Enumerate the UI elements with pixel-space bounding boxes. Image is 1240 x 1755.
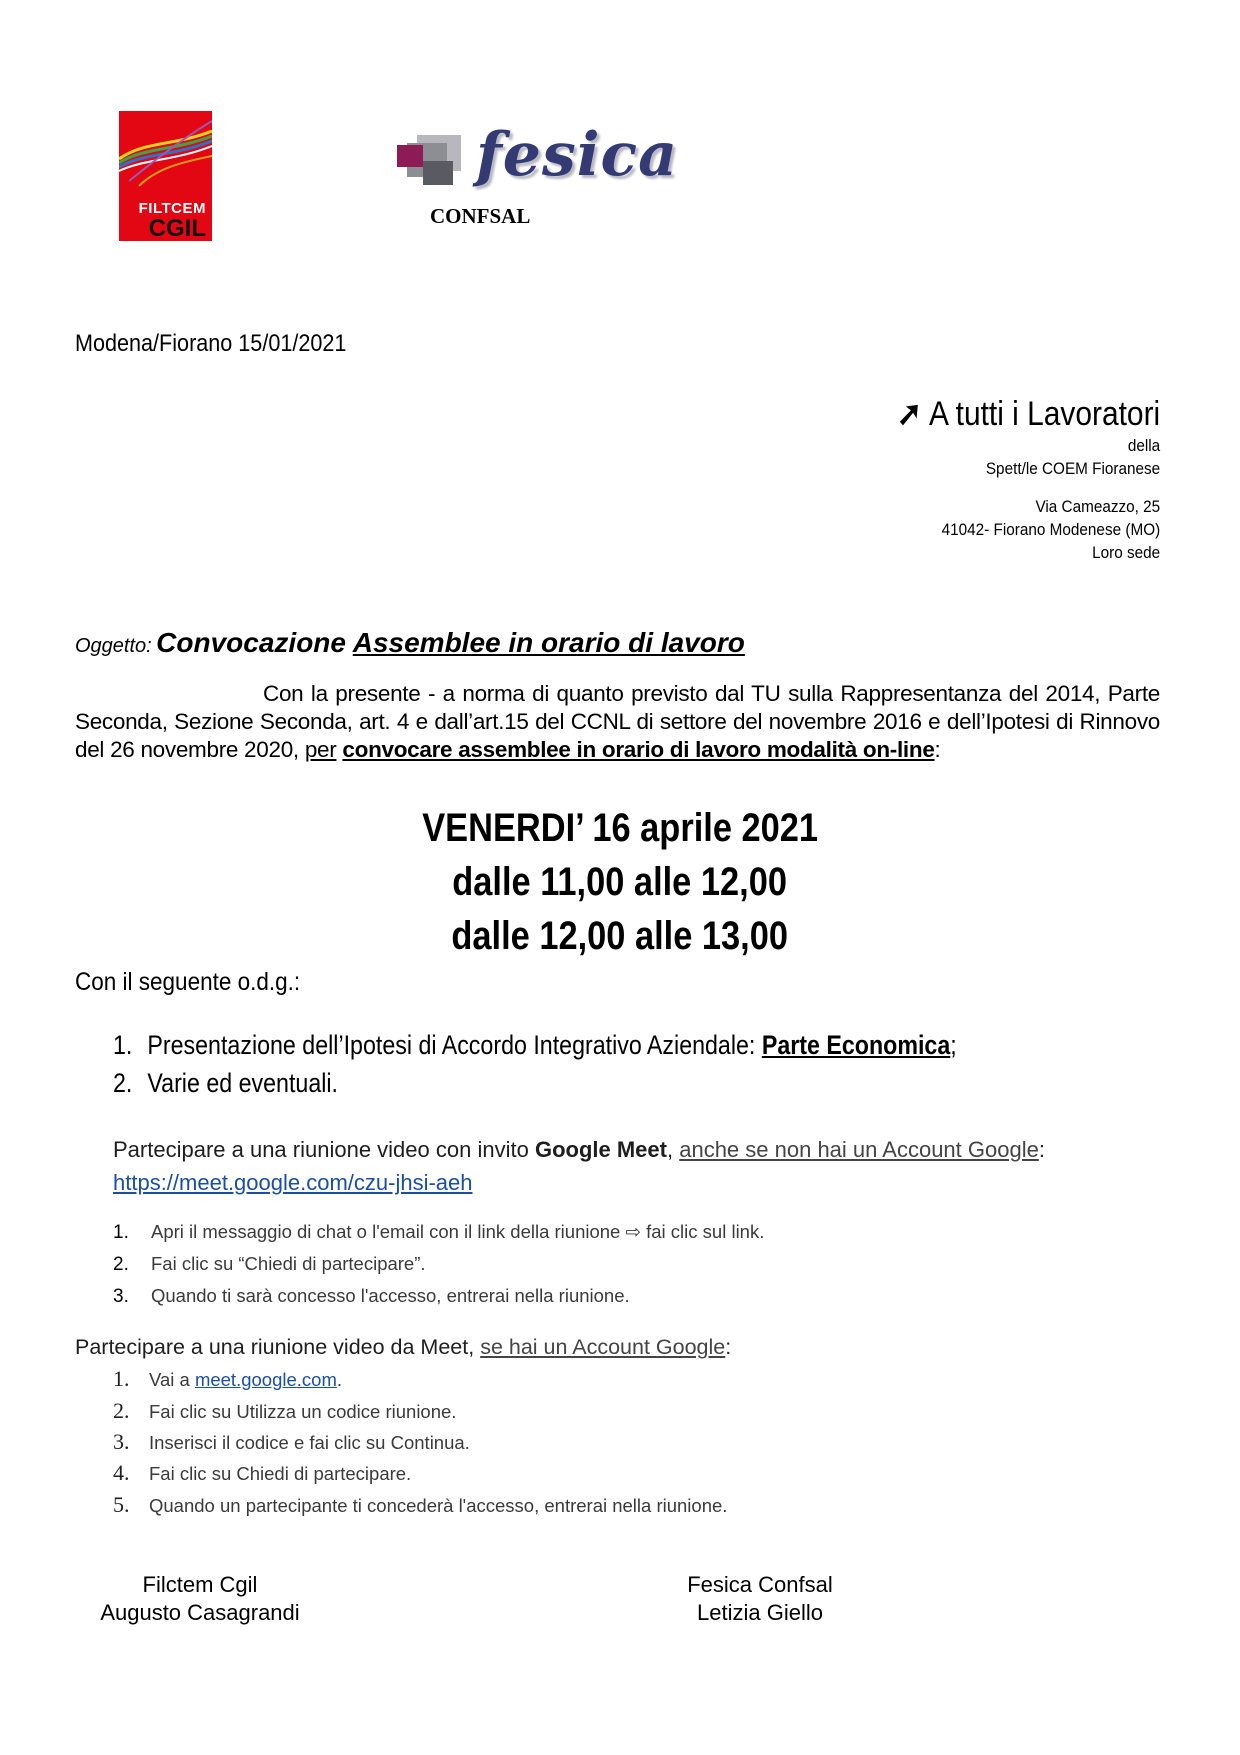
odg-item-1-end: ; xyxy=(950,1030,957,1060)
recipient-title-text: A tutti i Lavoratori xyxy=(928,395,1160,433)
body-convocare: convocare assemblee in orario di lavoro modalità on-line xyxy=(342,737,935,762)
step-num: 5. xyxy=(113,1492,130,1517)
recipient-line2: Spett/le COEM Fioranese xyxy=(985,459,1160,478)
signature-right xyxy=(630,1571,890,1627)
meet-account-intro xyxy=(75,1335,731,1360)
meet-account-colon: : xyxy=(725,1335,732,1359)
confsal-logo-text: CONFSAL xyxy=(430,204,531,228)
meet-account-step-2 xyxy=(113,1398,456,1424)
odg-item-1-text: Presentazione dell’Ipotesi di Accordo Integrativo Aziendale: xyxy=(147,1030,756,1060)
odg-item-2-num: 2. xyxy=(113,1068,133,1098)
meet-account-has-account: se hai un Account Google xyxy=(480,1335,726,1359)
step-text: Fai clic su “Chiedi di partecipare”. xyxy=(151,1253,426,1274)
meet-account-step-4 xyxy=(113,1460,411,1486)
odg-intro: Con il seguente o.d.g.: xyxy=(75,968,301,996)
step-text: Apri il messaggio di chat o l'email con il link della riunione ⇨ fai clic sul link. xyxy=(151,1221,765,1242)
odg-item-2-text: Varie ed eventuali. xyxy=(147,1068,339,1098)
schedule-slot1 xyxy=(0,860,1240,905)
recipient-block xyxy=(861,394,1160,564)
recipient-title xyxy=(897,394,1160,434)
meet-invite-no-account: anche se non hai un Account Google xyxy=(679,1137,1039,1162)
meet-invite-step-1 xyxy=(113,1221,764,1244)
step-num: 2. xyxy=(113,1254,129,1275)
signature-left-org: Filctem Cgil xyxy=(142,1572,258,1597)
step-num: 3. xyxy=(113,1286,129,1307)
step-text: Fai clic su Chiedi di partecipare. xyxy=(149,1463,412,1484)
signature-right-org: Fesica Confsal xyxy=(687,1572,833,1597)
recipient-address1: Via Cameazzo, 25 xyxy=(1035,497,1160,516)
schedule-slot2 xyxy=(0,914,1240,959)
step-num: 1. xyxy=(113,1366,130,1391)
odg-item-1-num: 1. xyxy=(113,1030,133,1060)
step-text: Inserisci il codice e fai clic su Continua. xyxy=(149,1432,470,1453)
odg-item-1-bold: Parte Economica xyxy=(761,1030,951,1060)
cgil-logo-line1: FILTCEM xyxy=(138,200,206,217)
meet-invite-google-meet: Google Meet xyxy=(534,1137,667,1162)
meet-invite-intro-text: Partecipare a una riunione video con invito xyxy=(113,1137,529,1162)
meet-invite-comma: , xyxy=(666,1137,674,1162)
fesica-squares-icon xyxy=(397,135,463,187)
subject-label: Oggetto: xyxy=(75,635,152,657)
cgil-rainbow-icon xyxy=(119,111,212,201)
subject-line xyxy=(75,627,745,659)
schedule-day xyxy=(0,806,1240,851)
step-num: 1. xyxy=(113,1222,129,1243)
meet-invite-intro xyxy=(113,1133,1045,1199)
meet-google-link[interactable]: meet.google.com xyxy=(194,1369,337,1390)
meet-invite-step-2 xyxy=(113,1253,426,1276)
meet-account-step-3 xyxy=(113,1429,470,1455)
meet-account-intro-text: Partecipare a una riunione video da Meet, xyxy=(75,1335,475,1359)
step-num: 3. xyxy=(113,1429,130,1454)
meet-account-step-1 xyxy=(113,1366,342,1392)
step-text: Vai a xyxy=(149,1369,190,1390)
body-text: Con la presente - a norma di quanto previsto dal TU sulla Rappresentanza del 2014, Parte Seconda, Sezione Seconda, art. 4 e dall’art.15 del CCNL di settore del novembre 2016 e dell’Ipotesi di Rinnovo del 26 novembre 2020, xyxy=(75,681,1160,762)
meet-invite-step-3 xyxy=(113,1285,630,1308)
recipient-address2: 41042- Fiorano Modenese (MO) xyxy=(941,520,1160,539)
odg-item-1 xyxy=(113,1030,957,1061)
recipient-address3: Loro sede xyxy=(1091,543,1160,562)
subject-text xyxy=(156,627,745,658)
meet-invite-colon: : xyxy=(1038,1137,1045,1162)
signature-right-name: Letizia Giello xyxy=(697,1600,823,1625)
step-period: . xyxy=(336,1369,342,1390)
meet-account-step-5 xyxy=(113,1492,727,1518)
body-colon: : xyxy=(934,737,941,762)
subject-text-part2: Assemblee in orario di lavoro xyxy=(352,627,745,658)
body-per: per xyxy=(304,737,337,762)
recipient-line1: della xyxy=(1127,436,1160,455)
arrow-up-right-icon: ➚ xyxy=(896,395,922,433)
step-num: 4. xyxy=(113,1460,130,1485)
signature-left xyxy=(70,1571,330,1627)
step-text: Quando un partecipante ti concederà l'accesso, entrerai nella riunione. xyxy=(149,1495,728,1516)
subject-text-part1: Convocazione xyxy=(156,627,346,658)
step-text: Quando ti sarà concesso l'accesso, entrerai nella riunione. xyxy=(151,1285,630,1306)
meet-invite-link[interactable]: https://meet.google.com/czu-jhsi-aeh xyxy=(113,1170,473,1195)
signature-left-name: Augusto Casagrandi xyxy=(100,1600,300,1625)
date-line: Modena/Fiorano 15/01/2021 xyxy=(75,330,347,357)
filctem-cgil-logo xyxy=(119,111,212,241)
cgil-logo-line2: CGIL xyxy=(148,215,206,241)
step-text: Fai clic su Utilizza un codice riunione. xyxy=(149,1401,457,1422)
schedule-slot1-text: dalle 11,00 alle 12,00 xyxy=(452,860,788,904)
body-paragraph xyxy=(75,680,1160,764)
schedule-day-text: VENERDI’ 16 aprile 2021 xyxy=(422,806,818,850)
odg-item-2 xyxy=(113,1068,338,1099)
schedule-slot2-text: dalle 12,00 alle 13,00 xyxy=(451,914,789,958)
step-num: 2. xyxy=(113,1398,130,1423)
fesica-logo-text: fesica xyxy=(476,120,678,190)
